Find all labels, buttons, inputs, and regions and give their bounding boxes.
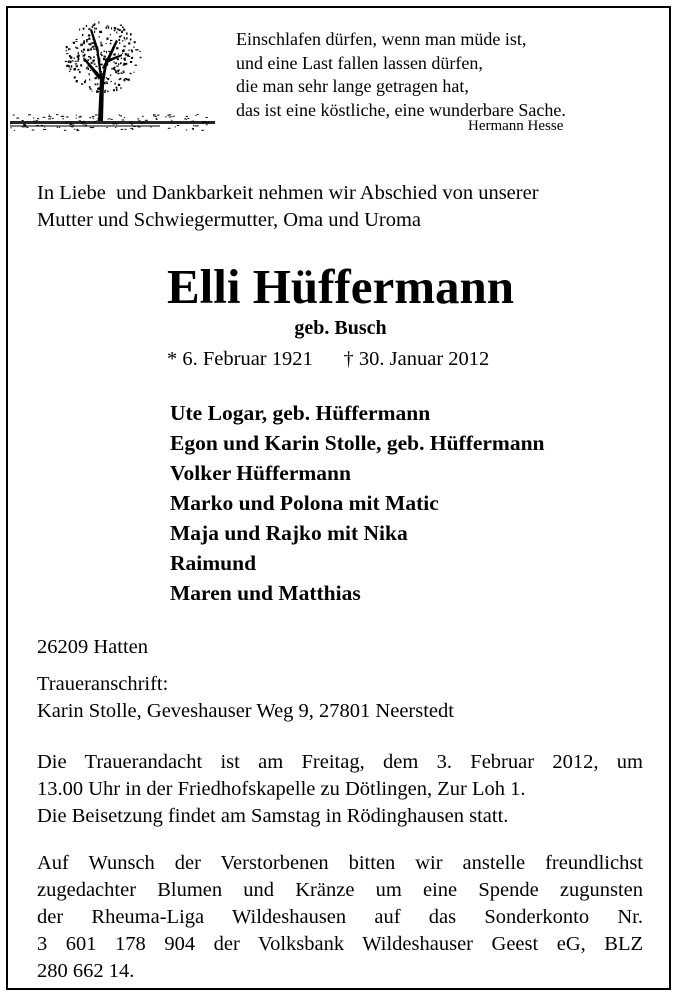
donation-line: zugedachter Blumen und Kränze um eine Spende zugunsten [37, 879, 643, 901]
donation-line: Auf Wunsch der Verstorbenen bitten wir anstelle freundlichst [37, 852, 643, 874]
service-info [37, 749, 643, 830]
family-member: Egon und Karin Stolle, geb. Hüffermann [170, 431, 545, 455]
address-value: Karin Stolle, Geveshauser Weg 9, 27801 Neerstedt [37, 700, 454, 722]
life-dates [167, 346, 489, 373]
poem-line: die man sehr lange getragen hat, [236, 76, 469, 96]
tree-illustration [10, 8, 215, 136]
intro-line: Mutter und Schwiegermutter, Oma und Uroma [37, 209, 422, 231]
address-label: Traueranschrift: [37, 673, 169, 695]
donation-line: 3 601 178 904 der Volksbank Wildeshauser Geest eG, BLZ [37, 933, 643, 955]
family-member: Raimund [170, 551, 257, 575]
poem-author: Hermann Hesse [468, 118, 564, 134]
place: 26209 Hatten [37, 636, 149, 658]
donation-info [37, 850, 643, 985]
poem [236, 28, 566, 122]
family-member: Ute Logar, geb. Hüffermann [170, 401, 431, 425]
intro-text [37, 180, 539, 234]
donation-line: der Rheuma-Liga Wildeshausen auf das Sonderkonto Nr. [37, 906, 643, 928]
service-line: Die Trauerandacht ist am Freitag, dem 3. Februar 2012, um [37, 751, 643, 773]
poem-line: und eine Last fallen lassen dürfen, [236, 52, 483, 73]
mourning-address [37, 671, 454, 725]
death-date: † 30. Januar 2012 [343, 348, 490, 370]
service-line: Die Beisetzung findet am Samstag in Rödinghausen statt. [37, 805, 509, 827]
family-member: Marko und Polona mit Matic [170, 491, 439, 515]
intro-line: In Liebe und Dankbarkeit nehmen wir Abschied von unserer [37, 182, 539, 204]
donation-line: 280 662 14. [37, 960, 135, 982]
deceased-name: Elli Hüffermann [166, 259, 515, 314]
birth-date: * 6. Februar 1921 [167, 348, 313, 370]
service-line: 13.00 Uhr in der Friedhofskapelle zu Dötlingen, Zur Loh 1. [37, 778, 526, 800]
family-member: Volker Hüffermann [170, 461, 351, 485]
family-list [170, 398, 545, 608]
family-member: Maja und Rajko mit Nika [170, 521, 408, 545]
family-member: Maren und Matthias [170, 581, 361, 605]
maiden-name: geb. Busch [294, 317, 387, 339]
poem-line: das ist eine köstliche, eine wunderbare Sache. [236, 99, 566, 120]
poem-line: Einschlafen dürfen, wenn man müde ist, [236, 29, 527, 49]
